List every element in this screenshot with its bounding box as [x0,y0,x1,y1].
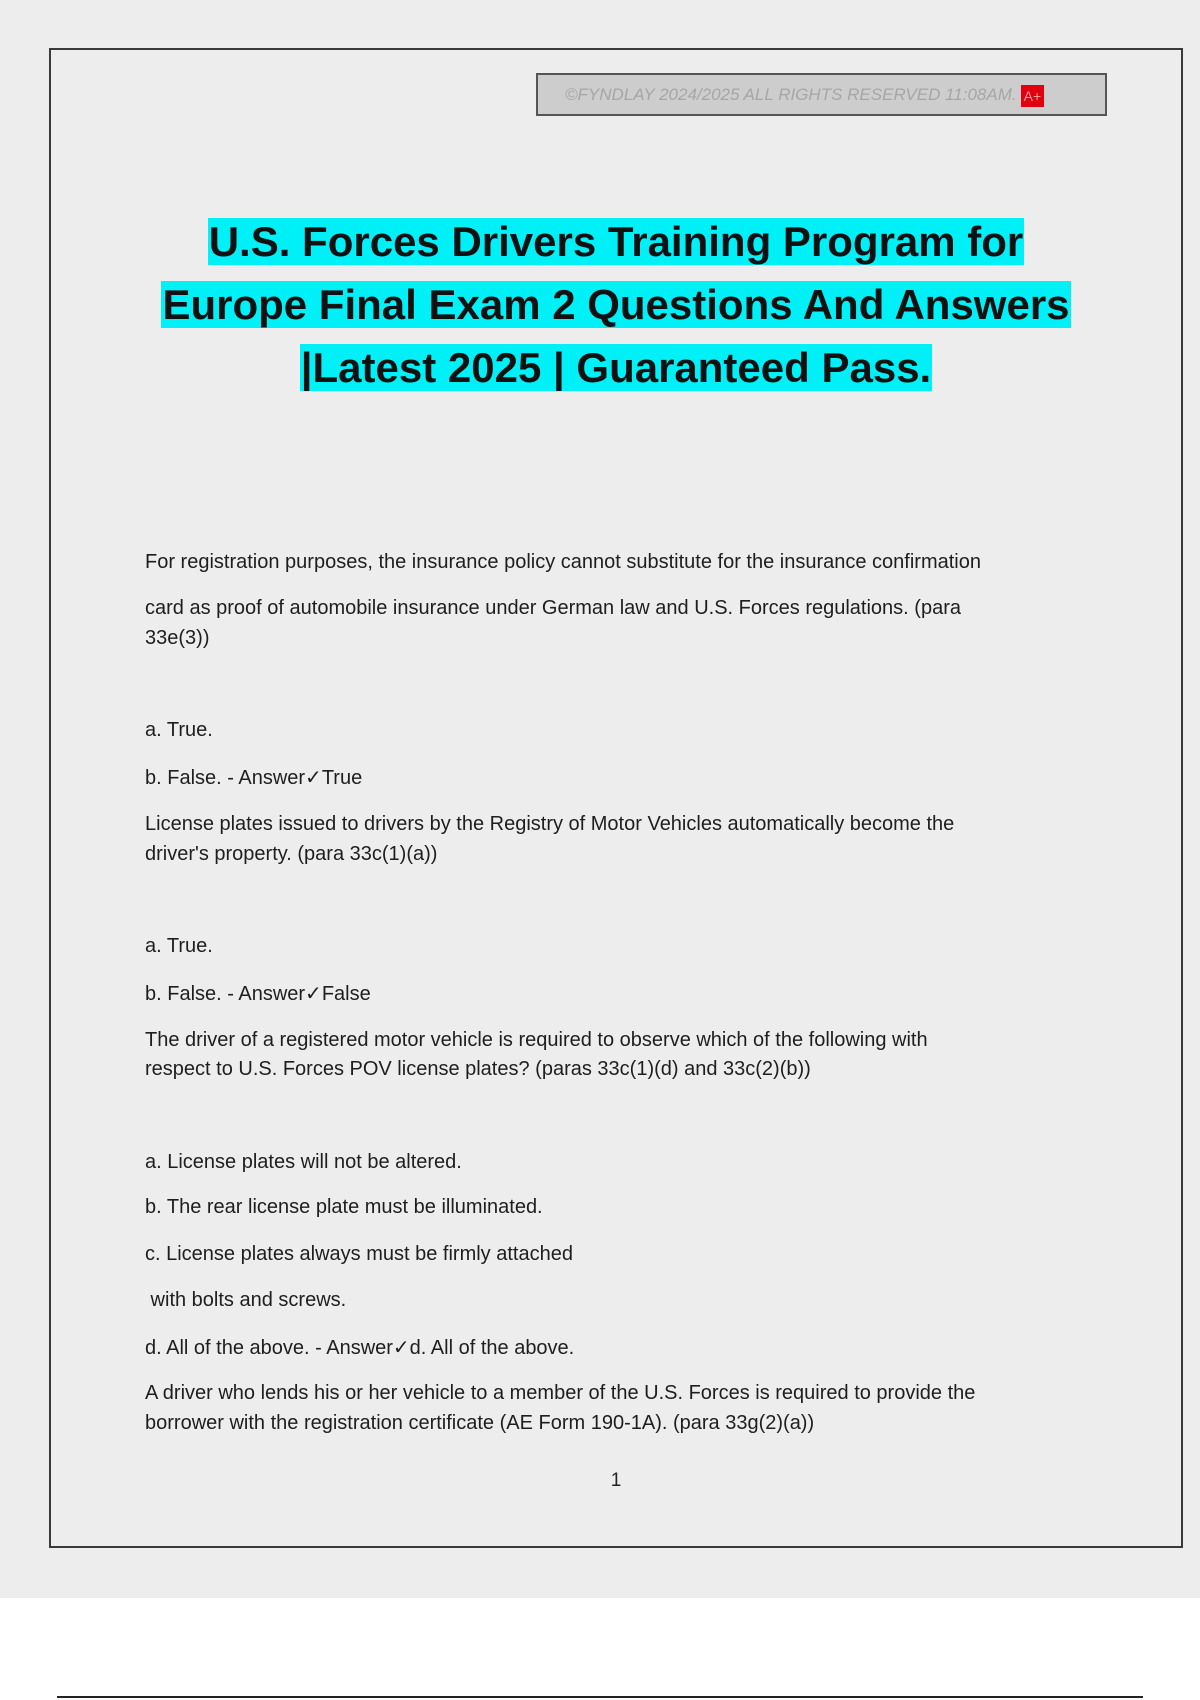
question-3-text-line-2: respect to U.S. Forces POV license plates? (paras 33c(1)(d) and 33c(2)(b)) [145,1058,811,1080]
document-page [49,48,1183,1548]
title-line-3: |Latest 2025 | Guaranteed Pass. [300,344,932,391]
question-1-option-a: a. True. [145,719,213,741]
page-number: 1 [610,1470,622,1491]
grade-badge: A+ [1021,85,1045,107]
question-1-text-line-2: card as proof of automobile insurance under German law and U.S. Forces regulations. (para [145,597,961,619]
question-3-option-b: b. The rear license plate must be illuminated. [145,1196,543,1218]
question-3-text-line-1: The driver of a registered motor vehicle is required to observe which of the following with [145,1029,928,1051]
watermark-text: ©FYNDLAY 2024/2025 ALL RIGHTS RESERVED 11:08AM. [565,85,1017,104]
question-2-text-line-1: License plates issued to drivers by the Registry of Motor Vehicles automatically become the [145,813,955,835]
question-3-option-a: a. License plates will not be altered. [145,1151,462,1173]
question-2-text-line-2: driver's property. (para 33c(1)(a)) [145,843,438,865]
title-line-2: Europe Final Exam 2 Questions And Answers [162,281,1070,328]
question-3-option-d-answer: d. All of the above. - Answer✓d. All of the above. [145,1337,575,1359]
document-title [111,210,1121,399]
question-3-option-c-continued: with bolts and screws. [145,1289,347,1311]
question-2-option-a: a. True. [145,935,213,957]
copyright-watermark [536,73,1107,116]
next-page-divider [57,1696,1143,1698]
question-2-option-b-answer: b. False. - Answer✓False [145,983,371,1005]
question-1-text-line-1: For registration purposes, the insurance policy cannot substitute for the insurance confirmation [145,551,981,573]
title-line-1: U.S. Forces Drivers Training Program for [208,218,1024,265]
question-1-option-b-answer: b. False. - Answer✓True [145,767,363,789]
question-3-option-c: c. License plates always must be firmly attached [145,1243,573,1265]
question-4-text-line-2: borrower with the registration certificate (AE Form 190-1A). (para 33g(2)(a)) [145,1412,815,1434]
question-1-text-line-3: 33e(3)) [145,627,210,649]
question-4-text-line-1: A driver who lends his or her vehicle to a member of the U.S. Forces is required to provide the [145,1382,976,1404]
